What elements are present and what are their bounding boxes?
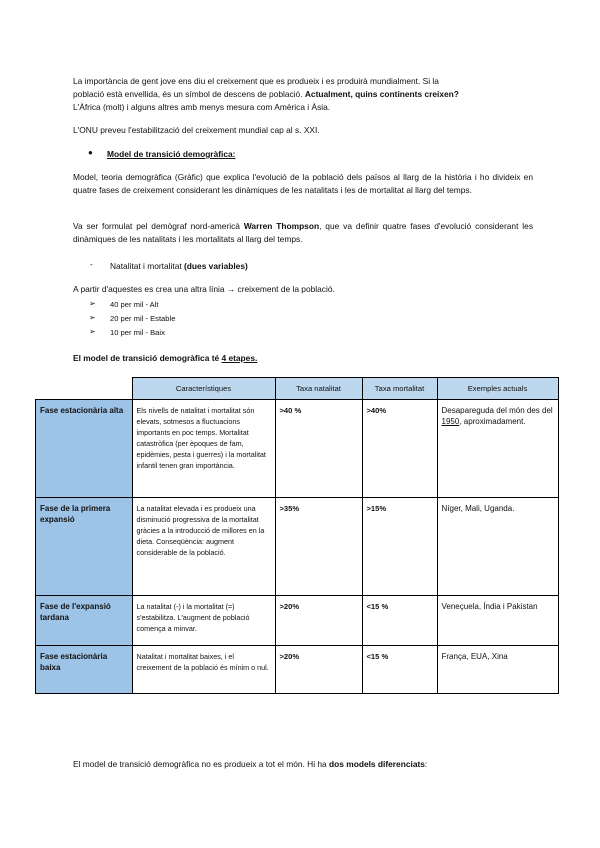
transition-table xyxy=(35,377,559,694)
characteristics-cell: Els nivells de natalitat i mortalitat són elevats, sotmesos a fluctuacions importants en poc temps. Mortalitat catastròfica (per èpoques de fam, epidèmies, pesta i guerres) i la mortalitat infantil tenen gran importància. xyxy=(132,400,275,498)
thompson-name: Warren Thompson xyxy=(243,221,320,231)
header-characteristics: Característiques xyxy=(132,378,275,400)
table-row xyxy=(36,596,559,646)
intro-question: Actualment, quins continents creixen? xyxy=(304,89,459,99)
example-cell: Veneçuela, Índia i Pakistan xyxy=(437,596,558,646)
natalitat-cell: >35% xyxy=(275,498,362,596)
characteristics-cell: La natalitat (-) i la mortalitat (=) s'estabilitza. L'augment de població comença a minvar. xyxy=(132,596,275,646)
mortalitat-cell: >40% xyxy=(362,400,437,498)
characteristics-cell: Natalitat i mortalitat baixes, i el creixement de la població és mínim o nul. xyxy=(132,646,275,694)
thompson-paragraph: Va ser formulat pel demògraf nord-americà Warren Thompson, que va definir quatre fases d'evolució considerant les dinàmiques de les natalitats i les mortalitats al llarg del temps. xyxy=(73,221,534,244)
phase-cell: Fase estacionària baixa xyxy=(36,646,133,694)
phase-cell: Fase de l'expansió tardana xyxy=(36,596,133,646)
mortalitat-cell: >15% xyxy=(362,498,437,596)
table-row xyxy=(36,400,559,498)
model-paragraph: Model, teoria demogràfica (Gràfic) que explica l'evolució de la població dels països al llarg de la història i ho divideix en quatre fases de creixement considerant les dinàmiques de les natalitats i les de mortalitat al llarg del temps. xyxy=(73,172,533,195)
intro-line-1: La importància de gent jove ens diu el creixement que es produeix i es produirà mundialment. Si la xyxy=(73,76,439,86)
section-title: Model de transició demogràfica: xyxy=(107,149,236,159)
phase-cell: Fase de la primera expansió xyxy=(36,498,133,596)
arrow-bullet-icon: ➢ xyxy=(89,299,96,308)
phase-cell: Fase estacionària alta xyxy=(36,400,133,498)
stages-line: El model de transició demogràfica té 4 etapes. xyxy=(73,353,258,363)
natalitat-cell: >40 % xyxy=(275,400,362,498)
bullet-dot-icon: ● xyxy=(88,148,93,157)
intro-line-2: població està envellida, és un símbol de descens de població. xyxy=(73,89,305,99)
arrow-line: A partir d'aquestes es crea una altra línia → creixement de la població. xyxy=(73,284,335,294)
arrow-bullet-icon: ➢ xyxy=(89,313,96,322)
example-cell: Níger, Mali, Uganda. xyxy=(437,498,558,596)
onu-line: L'ONU preveu l'estabilització del creixement mundial cap al s. XXI. xyxy=(73,125,320,135)
closing-line: El model de transició demogràfica no es produeix a tot el món. Hi ha dos models diferenciats: xyxy=(73,759,428,769)
header-mortalitat: Taxa mortalitat xyxy=(362,378,437,400)
dash-icon: - xyxy=(90,260,93,269)
mortalitat-cell: <15 % xyxy=(362,596,437,646)
arrow-bullet-icon: ➢ xyxy=(89,327,96,336)
level-item: 40 per mil - Alt xyxy=(110,300,159,309)
example-cell: Desapareguda del món des del 1950, aproximadament. xyxy=(437,400,558,498)
header-examples: Exemples actuals xyxy=(437,378,558,400)
level-item: 10 per mil - Baix xyxy=(110,328,165,337)
intro-line-3: L'Àfrica (molt) i alguns altres amb menys mesura com Amèrica i Àsia. xyxy=(73,102,331,112)
natalitat-cell: >20% xyxy=(275,596,362,646)
intro-paragraph xyxy=(73,75,533,114)
mortalitat-cell: <15 % xyxy=(362,646,437,694)
characteristics-cell: La natalitat elevada i es produeix una disminució progressiva de la mortalitat gràcies a la introducció de millores en la dieta. Conseqüència: augment considerable de la població. xyxy=(132,498,275,596)
dash-item: Natalitat i mortalitat (dues variables) xyxy=(110,261,248,271)
table-row xyxy=(36,646,559,694)
level-item: 20 per mil - Estable xyxy=(110,314,176,323)
header-natalitat: Taxa natalitat xyxy=(275,378,362,400)
example-cell: França, EUA, Xina xyxy=(437,646,558,694)
table-corner xyxy=(36,378,133,400)
table-row xyxy=(36,498,559,596)
natalitat-cell: >20% xyxy=(275,646,362,694)
table-header-row xyxy=(36,378,559,400)
